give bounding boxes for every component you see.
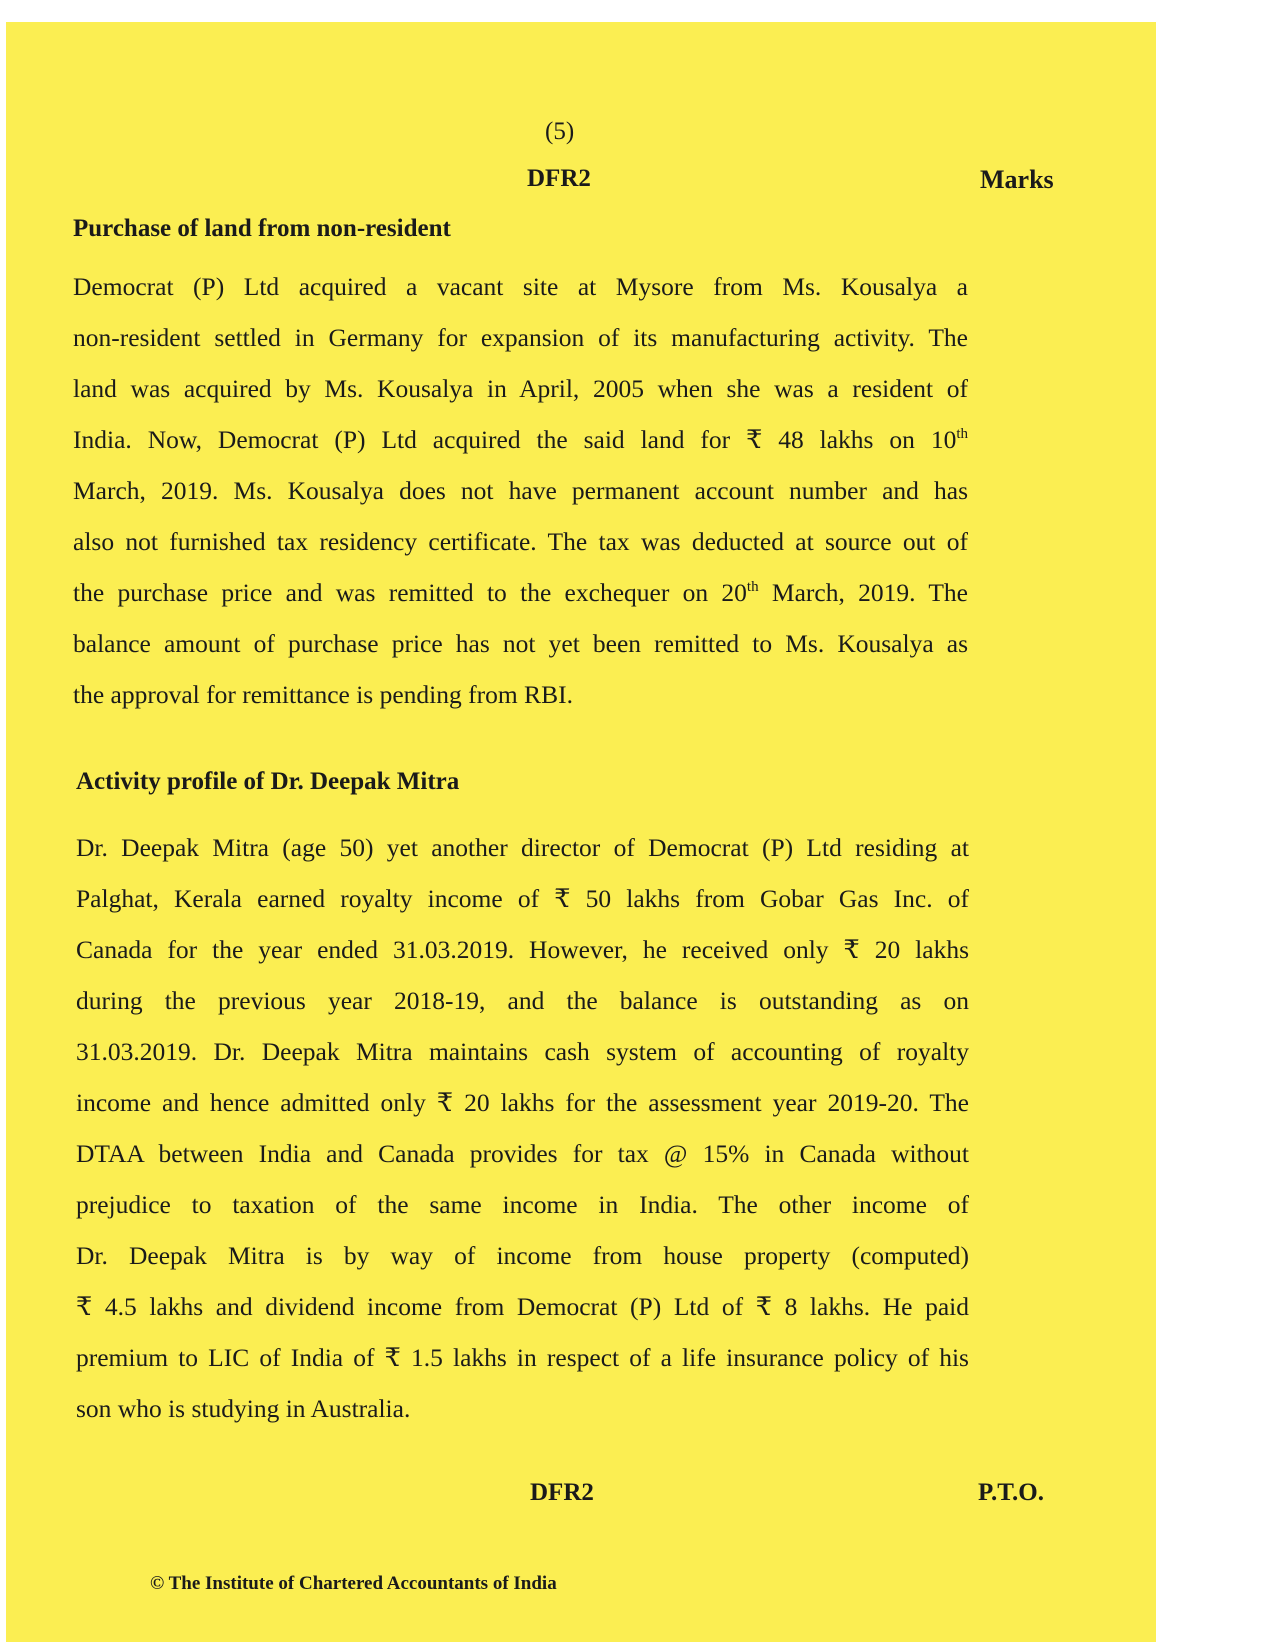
page-number: (5) (545, 118, 575, 145)
paper-code-header: DFR2 (527, 165, 591, 192)
marks-column-label: Marks (980, 165, 1054, 194)
paragraph-line: Dr. Deepak Mitra is by way of income from house property (computed) (76, 1241, 969, 1270)
paragraph-line: March, 2019. Ms. Kousalya does not have permanent account number and has (73, 476, 968, 505)
section-heading-land-purchase: Purchase of land from non-resident (73, 215, 451, 242)
paragraph-line: son who is studying in Australia. (76, 1394, 411, 1423)
paragraph-line: Canada for the year ended 31.03.2019. However, he received only ₹ 20 lakhs (76, 935, 969, 964)
paragraph-line: prejudice to taxation of the same income in India. The other income of (76, 1190, 969, 1219)
paragraph-line: Palghat, Kerala earned royalty income of ₹ 50 lakhs from Gobar Gas Inc. of (76, 884, 969, 913)
paragraph-line: Dr. Deepak Mitra (age 50) yet another director of Democrat (P) Ltd residing at (76, 833, 969, 862)
paragraph-line: Democrat (P) Ltd acquired a vacant site at Mysore from Ms. Kousalya a (73, 272, 968, 301)
paragraph-line: land was acquired by Ms. Kousalya in April, 2005 when she was a resident of (73, 374, 968, 403)
paragraph-line: also not furnished tax residency certificate. The tax was deducted at source out of (73, 527, 968, 556)
pto-label: P.T.O. (978, 1479, 1044, 1506)
copyright-footer: © The Institute of Chartered Accountants of India (150, 1573, 557, 1594)
paragraph-line: premium to LIC of India of ₹ 1.5 lakhs in respect of a life insurance policy of his (76, 1343, 969, 1372)
paragraph-line: India. Now, Democrat (P) Ltd acquired the said land for ₹ 48 lakhs on 10th (73, 425, 968, 454)
paragraph-line: ₹ 4.5 lakhs and dividend income from Democrat (P) Ltd of ₹ 8 lakhs. He paid (76, 1292, 969, 1321)
section-heading-activity-profile: Activity profile of Dr. Deepak Mitra (76, 768, 460, 795)
paragraph-line: the purchase price and was remitted to the exchequer on 20th March, 2019. The (73, 578, 968, 607)
paper-code-footer: DFR2 (530, 1479, 594, 1506)
paragraph-line: DTAA between India and Canada provides for tax @ 15% in Canada without (76, 1139, 969, 1168)
paragraph-line: non-resident settled in Germany for expansion of its manufacturing activity. The (73, 323, 968, 352)
paragraph-line: the approval for remittance is pending from RBI. (73, 680, 573, 709)
paragraph-line: balance amount of purchase price has not yet been remitted to Ms. Kousalya as (73, 629, 968, 658)
paragraph-line: during the previous year 2018-19, and the balance is outstanding as on (76, 986, 969, 1015)
paragraph-line: 31.03.2019. Dr. Deepak Mitra maintains cash system of accounting of royalty (76, 1037, 969, 1066)
paragraph-line: income and hence admitted only ₹ 20 lakhs for the assessment year 2019-20. The (76, 1088, 969, 1117)
